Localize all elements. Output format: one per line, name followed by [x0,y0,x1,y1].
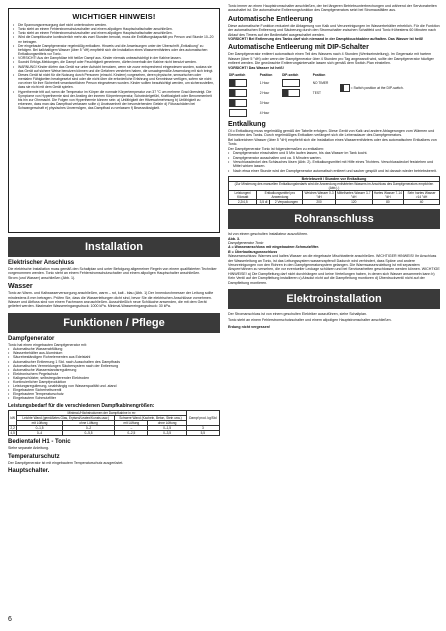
dip-switch-icon [282,89,300,97]
dampf-item: • Eingebautem Temperaturschutz [8,392,220,396]
leistung-schwer-header: Schwere Wand (Kacheln, Beton, Stein usw.) [115,416,186,421]
warning-item: • WARNUNG! Kinder dürfen das Gerät nur unter Aufsicht benutzen, wenn sie zuvor entsprechend eingewiesen wurden, sodass sie das Gerät auf sichere Weise benutzen können und die Gefahren verstehen haben, die unsachgemäße Anwendung mit sich bringt. [13,65,215,73]
hauptschalter-title: Hauptschalter. [8,468,50,475]
warning-list [13,23,215,110]
dip-switch-icon [282,79,300,87]
auto-entleerung-warn: VORSICHT! Bei Entleerung des Tanks darf sich niemand in der Dampfdouchkabine aufhalten. Das Wasser ist heiß! [228,37,424,42]
dampf-item: • Automatische Wasserstandsregulierung [8,368,220,372]
elektro-text: Der Stromanschluss ist von einem geschulten Elektriker auszuführen, siehe Schaltplan. [228,312,368,316]
rohranschluss-heading: Rohranschluss [228,209,440,229]
table-row [228,78,440,88]
rohr-text: Wasseranschluss: Warmes und kaltes Wasser an die eingebaute Mischbatterie anschließen. WICHTIGER HINWEIS! Ihr Anschluss der Wasserleitung an Tonic, ist das Leitungssystem wasserzapfend! Dadurch wird verhindert, dass Späne und andere Verunreinigungen von den Rohren in den Dampfgeneratorsystem gelangen. Die Warmwasserzuleitung ist mit separatem Absperrhähnen zu versehen, die vor eventueller Leckage schützen und bei Servicearbeiten geschlossen werden können. WICHTIGE HINWEISE! a) Die Dampfleitung darf nicht durchhängen und keine Verteilungen haben, in denen sich Wasser ansammeln kann b) Kein Ventil auf der Dampfleitung installieren c) Absolut nicht auf die Dampfleitung monitoren d) Überdruckventil nicht auf der Dampfleitung montieren. [228,254,440,285]
entkalkung-text3: Der Dampfgenerator Tonic ist folgendermaßen zu entkalken: [228,146,325,151]
dip-legend: = Switch position at the DIP-switch. [350,85,404,90]
table-cell: 4,5 [10,431,15,436]
dampfgenerator-list [8,347,220,400]
intro-text: Tonic immer an einen Hauptstromschalter anschließen, der bei längeren Betriebsunterbrechungen und während der Serviceabeiten ausschaltet ist. Die automatische Entleerungsfunktion des Dampfgenerators setzt bei Stromausfällen aus. [228,4,437,13]
betriebszeit-header: Hartes Wasser 7-14 °dH [373,191,402,200]
dip-header: Position [259,73,273,78]
dip-position: TEST [312,91,321,96]
warning-item: • VORSICHT! Aus der Dampfdüse tritt heißer Dampf aus. Kinder niemals unbeaufsichtigt in der Kabine lassen. [13,56,215,60]
dip-position: NO TIMER [312,81,329,86]
dampf-item: • Automatische Wasserabfüllung [8,347,220,351]
dampfgenerator-title: Dampfgenerator [8,335,55,342]
right-column [228,4,440,329]
table-cell: – [115,426,148,431]
dip-table [228,72,440,118]
warning-item: • Hyperthermie tritt auf, wenn die Temperatur im Körper die normale Körpertemperatur von 37 °C um mehrere Grad übersteigt. Die Symptome von Hyperthermie sind der Anstieg der inneren Körpertemperatur, Schwindelgefühl, Kraftlosigkeit oder Benommenheit bis hin zur Ohnmacht. Die Folgen von Hyperthermie können sein: a) Unfähigkeit der Hitzewahrnehmung b) Unfähigkeit zu erkennen, dass man das Dampfbad verlassen sollte c) Unwissenheit der bevorstehenden Gefahr d) Fötusschäden bei Schwangerschaft e) physisches Unvermögen, das Dampfbad zu verlassen f) Bewusstlosigkeit. [13,90,215,111]
table-cell: 3 [186,426,219,431]
warning-item: • Sowohl Erfolgs-Meldungen, die Dampf oder Feuchtigkeit generieren, dürfen innerhalb der Kabine nicht benutzt werden. [13,60,215,64]
dampfgenerator-intro: Tonic hat einen eingebauten Dampfgenerator mit: [8,342,87,347]
table-cell: 0–1,5 [148,426,186,431]
betriebszeit-header: Mittelhartes Wasser 3-7 °dH [336,191,371,200]
table-row [9,431,220,436]
rohr-intro: Ist von einem geschulten Installateur auszuführen. [228,232,309,237]
rohr-line: B = Überlaufausgussschluss [228,249,278,254]
entkalkung-text: Ol o Entkalkung muss regelmäßig gemäß der Tabelle erfolgen. Diese Gerät von Kalk und andere Ablagerungen vom Wärmen und Elementen des Tanks. Durch regelmäßiges Entkalken verlängert sich die Lebensdauer des Dampfgenerators. [228,129,435,138]
dip-switch-icon [229,89,247,97]
elektro-text2: Tonic steht an einem Fehlerstromschutzschalter und einem allpoligen Hauptstromschalter anschließen. [228,318,392,323]
rohr-line: Dampfgenerator Tonic [228,240,264,245]
warning-item: • Dieses Gerät ist nicht für die Nutzung durch Personen (einschl. Kindern) vorgesehen, deren physische, sensorischen oder mentalen Fähigkeiten herabgesetzt sind oder die nicht über die erforderliche Erfahrung und Kenntnisse verfügen, sofern sie nicht von einer für ihre Sicherheit verantwortlichen Person eingewiesen wurden. Kinder sollten beaufsichtigt werden, um sicherzustellen, dass sie nicht mit dem Gerät spielen. [13,73,215,90]
wasser-title: Wasser [8,283,33,291]
table-row [228,98,440,108]
table-cell: 2 Verpackungen [270,200,303,205]
table-cell: 0–2 [62,426,114,431]
strom-text: Strom (und Wasser) anschließen (Abb. 1). [8,275,76,280]
table-cell: 0–5,5 [62,431,114,436]
table-cell: 0–4 [17,431,63,436]
wasser-text: Tonic an Warm- und Kaltwasserversorgung anschließen, warm – rot, kalt - blau (Abb. 1) Der Innendurchmesser der Leitung sollte mindestens 8 mm betragen. Prüfen Sie, dass die Wasserleitungen dicht sind, bevor Sie die elektrischen Anschlüsse vornehmen. Wasser und Abfluss sind von einem Fachmann anzuschließen. Ausschließlich neue Schläuche anwenden, die mit dem Gerät geliefert werden. Maximaler Wassereingangsdruck: 1000 kPa. Minimal-Wassereingangsdruck: 30 kPa. [8,291,214,309]
leistung-mit-header: mit Lüftung [115,421,148,426]
entkalkung-item: • Dampfgenerator einschalten und 5 Min laufen lassen, bis das Wasser im Tank kocht. [228,151,440,155]
betriebszeit-header: Leistungen/ Kilowatt [229,191,257,200]
table-cell: 3,5 dl [257,200,270,205]
table-cell: 0–3,5 [148,431,186,436]
dip-switch-icon [229,109,247,117]
table-cell: 0–1,5 [17,426,63,431]
dip-switch-icon [229,99,247,107]
leistung-leicht-header: Leichte Wand (gemäßetes Glas, Erytsed/Leatex/Kunsts.usw.) [17,416,115,421]
table-cell: 0–2,5 [115,431,148,436]
auto-entleerung-title: Automatische Entleerung [228,15,313,23]
left-column [8,8,220,475]
dip-warn: VORSICHT! Das Wasser ist heiß! [228,65,284,70]
warning-box [8,8,220,233]
leistung-title: Leistungsbedarf für die verschiedenen Dampfkabinengrößen: [8,403,155,410]
table-cell: 2,2/4,5 [229,200,257,205]
betriebszeit-header: Weiches Wasser 0-3 °dH [304,191,334,200]
warning-item: • Tonic steht an einem Fehlerstromschutzschalter und einem allpoligen Hauptschaltschalter anschließen. [13,27,215,31]
dampf-item: • Automatischer Entleerung 1 Std. nach Ausschalten des Dampfbads [8,360,220,364]
funktionen-heading: Funktionen / Pflege [8,313,220,333]
dampf-item: • Elektronischem Pegelschutz [8,372,220,376]
dip-switch-icon [340,84,350,92]
warning-title: WICHTIGER HINWEIS! [72,12,156,21]
betriebszeit-subtitle: (Zur Minderung des manuellen Entkalkungsbedarfs wird die Anwendung enthärteten Wassers im Anschluss des Dampfgenerators empfohlen (Abb.).) [229,182,440,191]
bedientafel-text: Siehe separate Anleitung. [8,446,49,451]
dip-header: DIP-switch [282,73,299,78]
table-cell: 5,5 [186,431,219,436]
page-number: 6 [8,616,12,623]
betriebszeit-table [228,176,440,205]
bedientafel-title: Bedientafel H1 - Tonic [8,439,71,446]
warning-item: • Wird die Dampfdusche kontinuierlich mehr als zwei Stunden benutzt, muss die Entlüftungskapazität pro Person und Stunde 10–20 m³ betragen. [13,35,215,43]
table-cell: 200 [303,200,336,205]
entkalkung-item: • Verschlussdeckel des Schlauches lösen (Abb. 2). Entkalkungsmittel mit Hilfe eines Trichters. Verschlussdeckel festziehen und Mittel wirken lassen. [228,160,440,169]
temperaturschutz-title: Temperaturschutz [8,453,60,460]
dip-position: 2 Hour [259,91,270,96]
dip-position: 4 Hour [259,111,270,116]
betriebszeit-header: Entkalkungsmittel pro Anwendung [257,191,303,200]
table-row [229,200,440,205]
dampf-item: • Eingebautem Sicherheitsventil [8,388,220,392]
elektrischer-anschluss-text: Die elektrische Installation muss gemäß den Schaltplan und unter Befolgung allgemeiner Regeln von einem qualifizierten Techniker vorgenommen werden. Tonic steht an einem Fehlerstromschutzschalter und einem allpoligen Hauptschalter anschließen. [8,267,217,276]
leistung-vol-header: Minimal-/Höchstvolumen der Dampfkabine in m³ [17,411,186,416]
table-cell: 80 [372,200,403,205]
dip-header: DIP-switch [229,73,246,78]
dampf-item: • Kalkgeschützter, selbstregulierender Elektroden [8,376,220,380]
table-cell: 120 [335,200,372,205]
rohr-abb: Abb. 3. [228,236,240,241]
dampf-item: • Leistungsregulierung, unabhängig von Wasserqualität und -stand [8,384,220,388]
dip-title: Automatische Entleerung mit DIP-Schalter [228,44,369,52]
dip-switch-icon [229,79,247,87]
elektro-question: Erdung nicht vergessen! [228,324,271,329]
leistung-ohne-header: ohne Lüftung [62,421,114,426]
installation-heading: Installation [8,237,220,257]
warning-item: • Die Spannungsversorgung darf nicht unterbrochen werden. [13,23,215,27]
dip-position: 3 Hour [259,101,270,106]
dip-text: Der Dampfgenerator entleert automatisch einen Teil des Wassers nach 4 Stunden (Werkseinstellung). Im Gegensatz mit hartem Wasser (über 5 °dH) oder wenn der Dampfgenerator über 4 Stunden pro Tag angewandt wird, sollte der Dampfgenerator häufiger entleert werden. Die gewünschte Entleerungsintervalle lassen sich gemäß dem Switch-Plan einstellen. [228,52,434,66]
dampf-item: • Säurebeständigen Rohrelementen aus Edelstahl [8,355,220,359]
leistung-mit-header: mit Lüftung [17,421,63,426]
table-cell: 2,2 [10,426,15,431]
warning-item: • Der eingebaute Dampfgenerator regelmäßig entkalken. Hinweis und die Anweisungen unter der Überschrift „Entkalkung" zu befolgen. Bei kalkhaltigem Wasser (über 5 °dH) empfiehlt sich die Installation eines Wasserenthärters oder des automatischen Entkalkungsmittels vor Tonic. [13,44,215,56]
dip-position: 1 Hour [259,81,270,86]
elektroinstallation-heading: Elektroinstallation [228,289,440,309]
betriebszeit-header: Sehr hartes Wasser >14 °dH [404,191,440,200]
leistung-kw-header: kW [9,411,17,426]
leistung-ohne-header: ohne Lüftung [148,421,186,426]
entkalkung-list [228,151,440,173]
entkalkung-item: • Dampfgenerator ausschalten und ca. 5 Minuten warten. [228,156,440,160]
leistung-table [8,410,220,436]
dip-header: Position [312,73,326,78]
entkalkung-text2: Bei kalkreichem Wasser (über 5 °dH) empfiehlt sich die Installation eines Wasserenthärters oder des automatischen Entkalkers von Tonic. [228,137,437,147]
temperaturschutz-text: Der Dampfgenerator ist mit eingebautem Temperaturschutz ausgerüstet. [8,460,124,465]
dampf-item: • Eingebautem Schmutzfilter [8,396,220,400]
table-cell: 40 [404,200,440,205]
dampf-item: • Automatisches Vermeidungen Säubersystem nach der Entleerung [8,364,220,368]
auto-entleerung-text: Diese automatische Funktion reduziert die Ablagerung von Kalk und Verunreinigungen im Wasserbehälter erheblich. Für die Funktion der automatischen Entleerung und Säuberung durch den Stromschalter zwischen Schaltfeld und Tonic frühestens 60 Minuten nach Ablauf des Timers auf der Bedientafel ausgeschaltet werden. [228,23,440,37]
dampf-item: • Kontinuierlicher Dampfproduktion [8,380,220,384]
betriebszeit-title: Betriebszeit / Stunden vor Entkalkung [229,177,440,182]
table-row [228,108,440,118]
leistung-dampf-header: Dampf prod. kg/Std [186,411,219,426]
elektrischer-anschluss-title: Elektrischer Anschluss [8,260,75,266]
entkalkung-title: Entkalkung [228,121,266,129]
entkalkung-item: • Nach etwa einer Stunde wird der Dampfgenerator automatisch entleert und sauber gespült und ist danach wieder betriebsbereit. [228,169,440,173]
warning-item: • Tonic steht an einem Fehlerstromschutzschalter und einem allpoligen Hauptschaltschalter anschließen. [13,31,215,35]
rohr-line: A = Wasseranschluss mit eingebautem Schmutzfilter. [228,245,319,250]
dampf-item: • Wasserbehälter aus Aluminium [8,351,220,355]
